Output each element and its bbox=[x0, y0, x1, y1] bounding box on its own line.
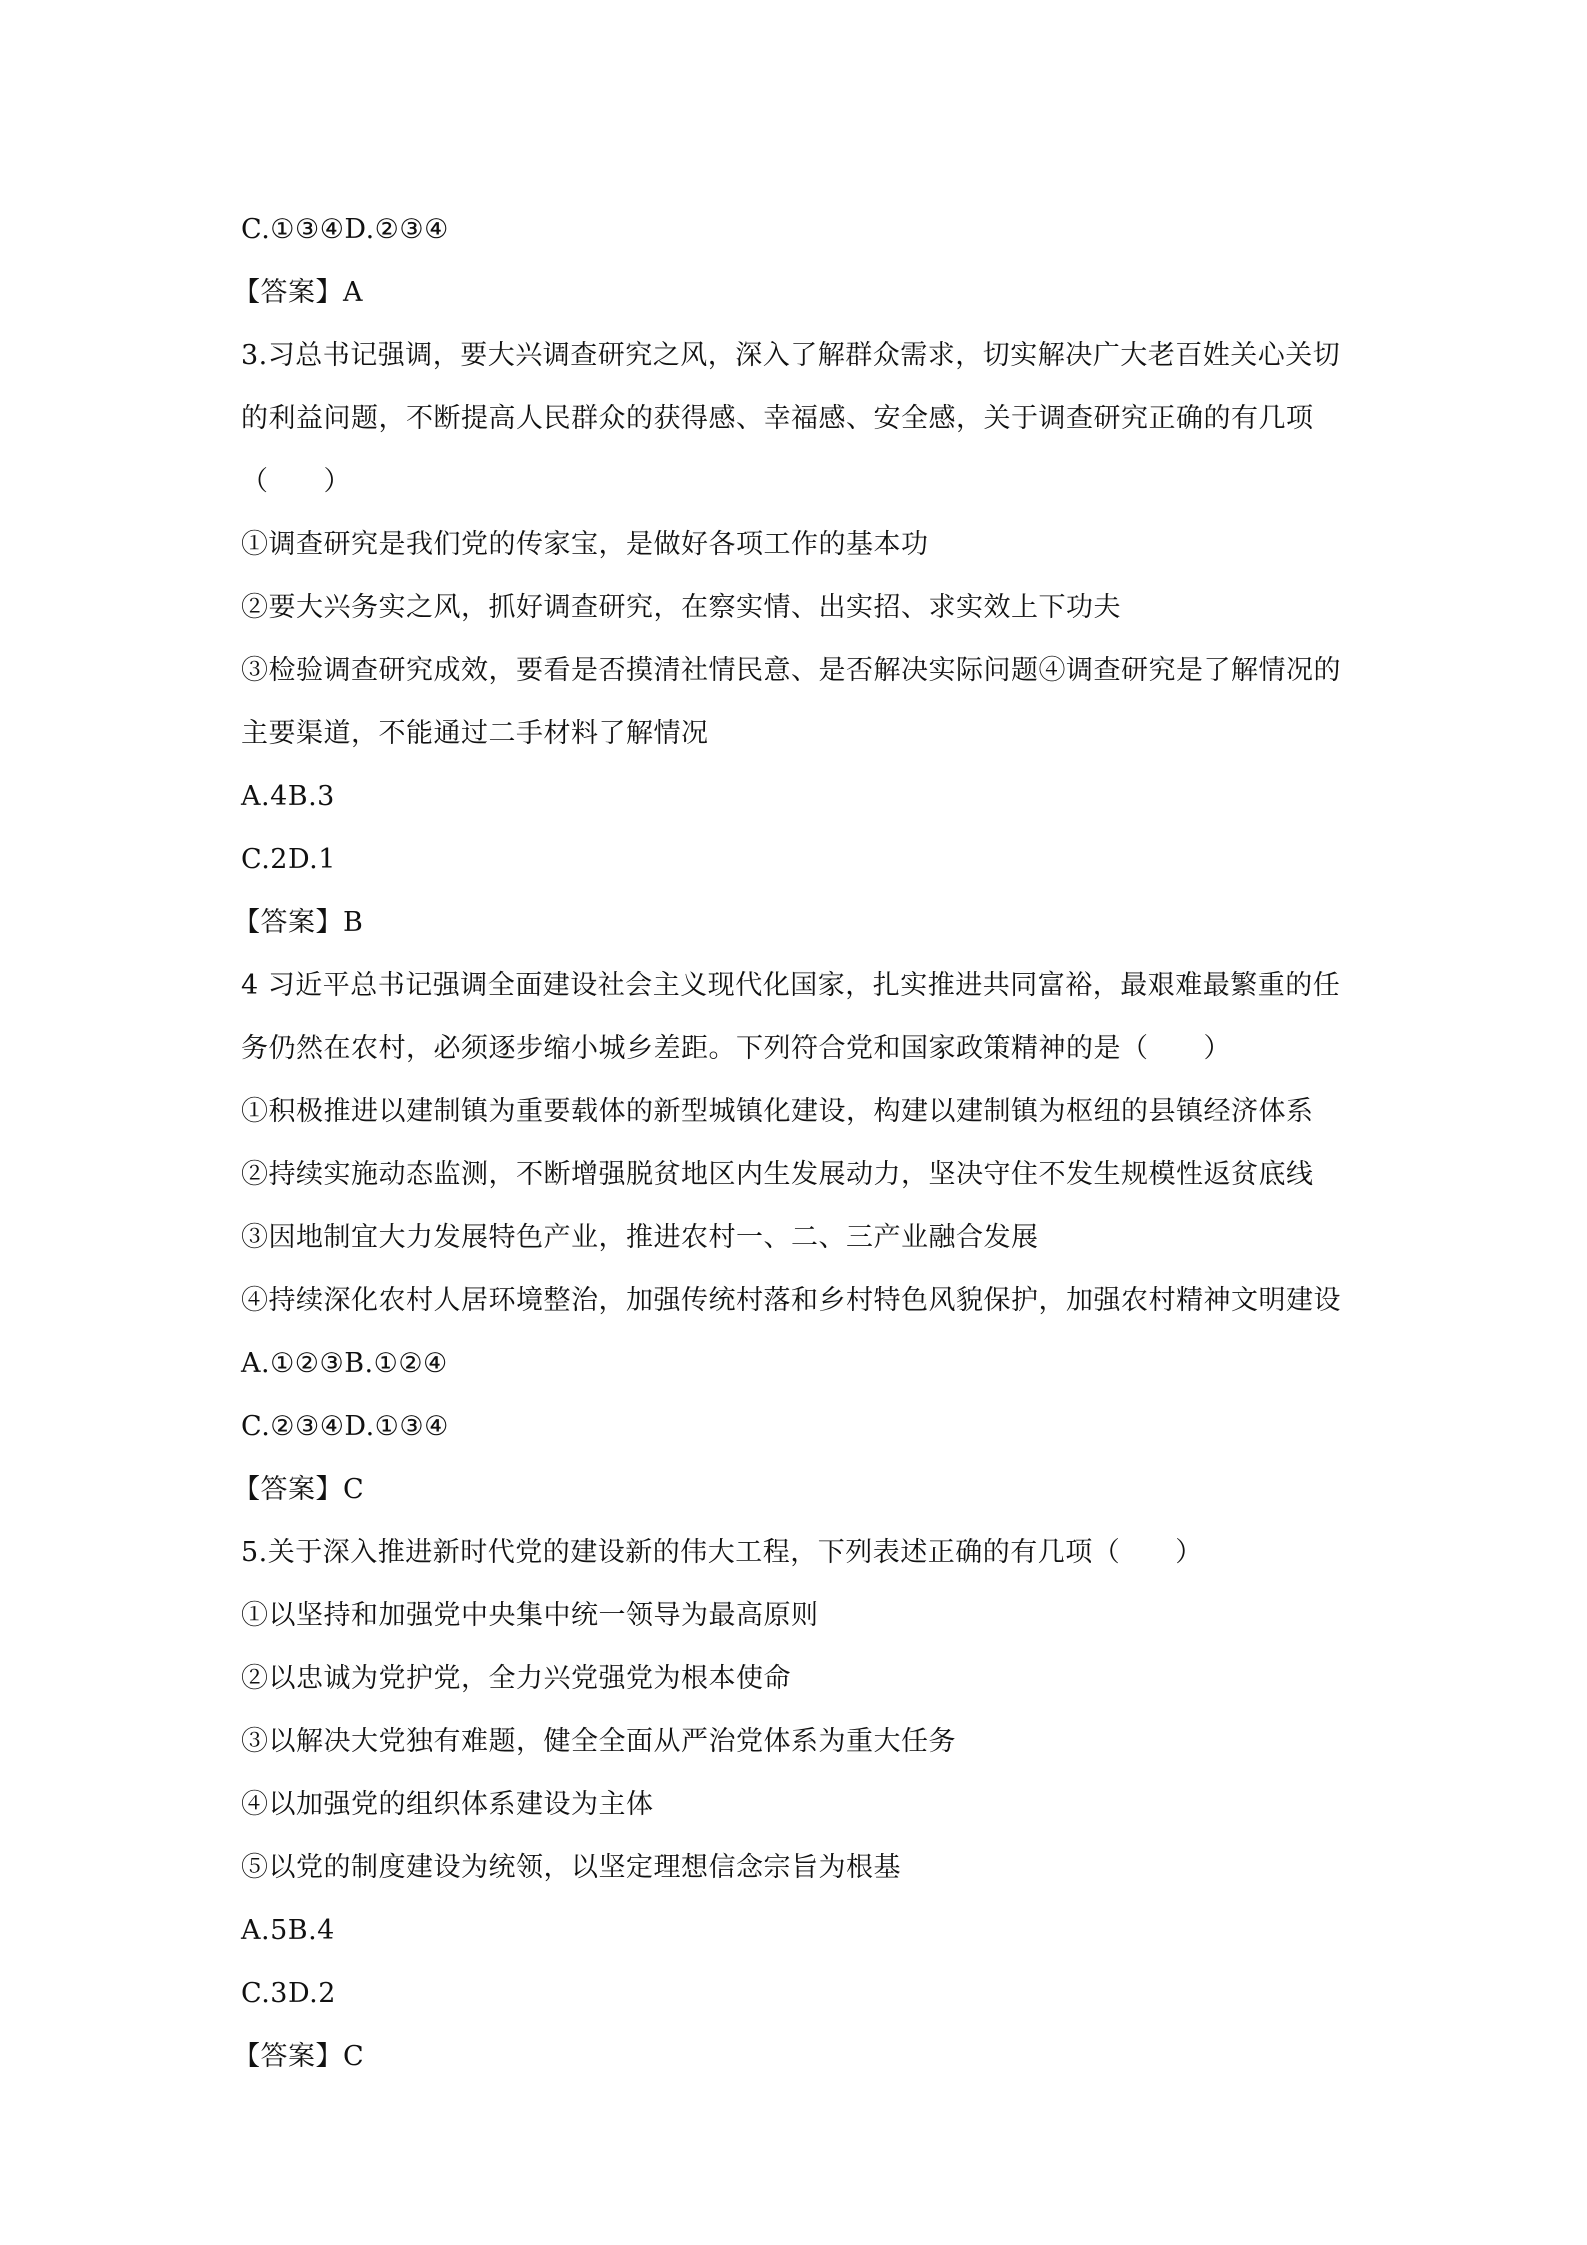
question-4-stem: 4 习近平总书记强调全面建设社会主义现代化国家，扎实推进共同富裕，最艰难最繁重的任 bbox=[241, 970, 1341, 1001]
question-3-stem: （ ） bbox=[241, 466, 351, 497]
statement-line: ①积极推进以建制镇为重要载体的新型城镇化建设，构建以建制镇为枢纽的县镇经济体系 bbox=[241, 1096, 1314, 1127]
answer-line: 【答案】A bbox=[233, 277, 363, 308]
option-line: A.4B.3 bbox=[241, 781, 335, 812]
question-5-stem: 5.关于深入推进新时代党的建设新的伟大工程，下列表述正确的有几项（ ） bbox=[241, 1537, 1203, 1568]
page-content bbox=[233, 198, 1361, 2088]
option-line: C.②③④D.①③④ bbox=[241, 1411, 449, 1442]
statement-line: ②持续实施动态监测，不断增强脱贫地区内生发展动力，坚决守住不发生规模性返贫底线 bbox=[241, 1159, 1314, 1190]
statement-line: 主要渠道，不能通过二手材料了解情况 bbox=[241, 718, 709, 749]
statement-line: ③以解决大党独有难题，健全全面从严治党体系为重大任务 bbox=[241, 1726, 956, 1757]
option-line: C.①③④D.②③④ bbox=[241, 214, 449, 245]
question-3-stem: 的利益问题，不断提高人民群众的获得感、幸福感、安全感，关于调查研究正确的有几项 bbox=[241, 403, 1314, 434]
answer-line: 【答案】C bbox=[233, 1474, 365, 1505]
question-3-stem: 3.习总书记强调，要大兴调查研究之风，深入了解群众需求，切实解决广大老百姓关心关切 bbox=[241, 340, 1341, 371]
statement-line: ①调查研究是我们党的传家宝，是做好各项工作的基本功 bbox=[241, 529, 929, 560]
statement-line: ③因地制宜大力发展特色产业，推进农村一、二、三产业融合发展 bbox=[241, 1222, 1039, 1253]
question-4-stem: 务仍然在农村，必须逐步缩小城乡差距。下列符合党和国家政策精神的是（ ） bbox=[241, 1033, 1231, 1064]
option-line: A.5B.4 bbox=[241, 1915, 335, 1946]
option-line: C.3D.2 bbox=[241, 1978, 336, 2009]
statement-line: ③检验调查研究成效，要看是否摸清社情民意、是否解决实际问题④调查研究是了解情况的 bbox=[241, 655, 1341, 686]
statement-line: ②以忠诚为党护党，全力兴党强党为根本使命 bbox=[241, 1663, 791, 1694]
statement-line: ④持续深化农村人居环境整治，加强传统村落和乡村特色风貌保护，加强农村精神文明建设 bbox=[241, 1285, 1341, 1316]
option-line: C.2D.1 bbox=[241, 844, 336, 875]
answer-line: 【答案】B bbox=[233, 907, 364, 938]
statement-line: ②要大兴务实之风，抓好调查研究，在察实情、出实招、求实效上下功夫 bbox=[241, 592, 1121, 623]
answer-line: 【答案】C bbox=[233, 2041, 365, 2072]
statement-line: ⑤以党的制度建设为统领，以坚定理想信念宗旨为根基 bbox=[241, 1852, 901, 1883]
option-line: A.①②③B.①②④ bbox=[241, 1348, 448, 1379]
statement-line: ①以坚持和加强党中央集中统一领导为最高原则 bbox=[241, 1600, 819, 1631]
statement-line: ④以加强党的组织体系建设为主体 bbox=[241, 1789, 654, 1820]
